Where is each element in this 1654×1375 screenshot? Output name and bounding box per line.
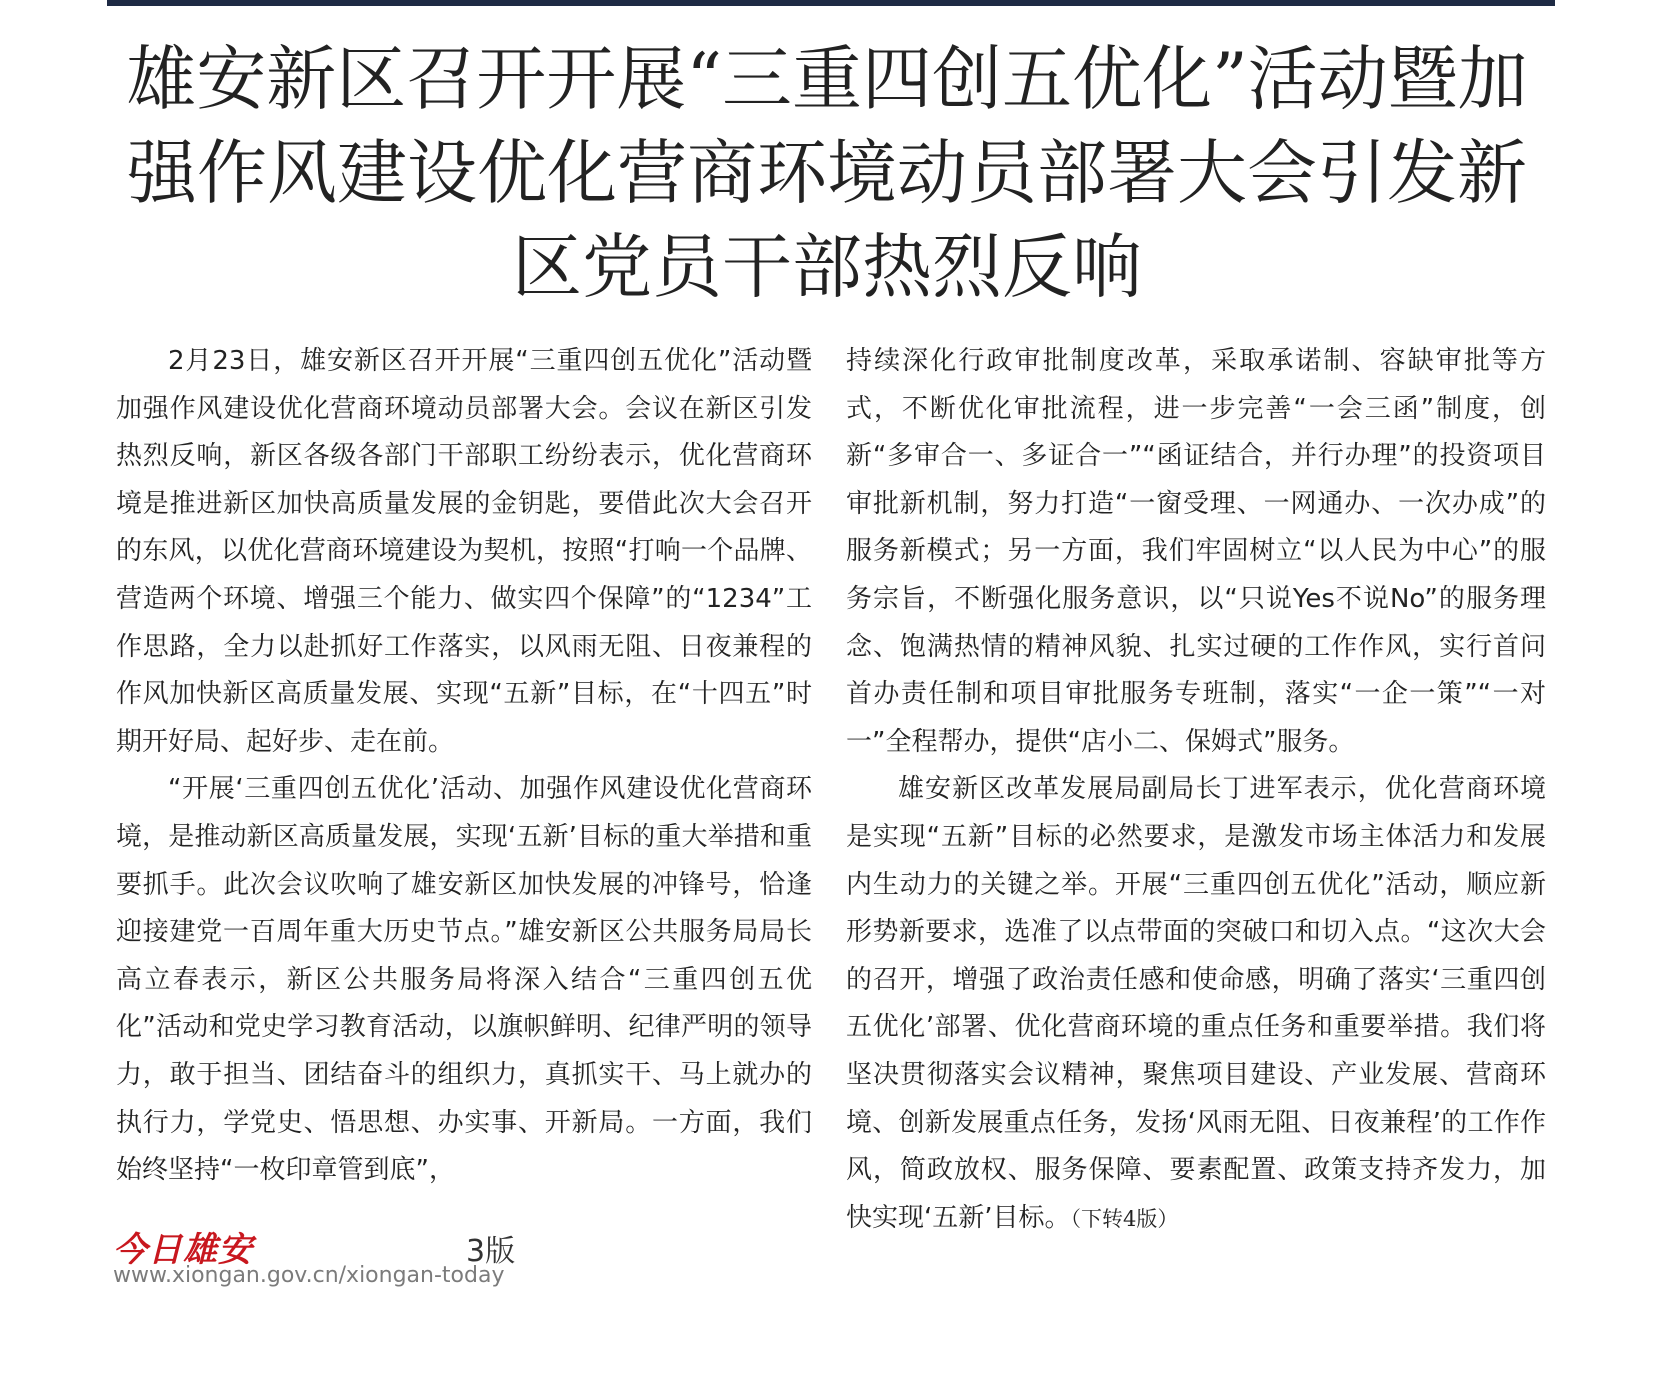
- article-paragraph: 持续深化行政审批制度改革，采取承诺制、容缺审批等方式，不断优化审批流程，进一步完善“一会三函”制度，创新“多审合一、多证合一”“函证结合，并行办理”的投资项目审批新机制，努力打造“一窗受理、一网通办、一次办成”的服务新模式；另一方面，我们牢固树立“以人民为中心”的服务宗旨，不断强化服务意识，以“只说Yes不说No”的服务理念、饱满热情的精神风貌、扎实过硬的工作作风，实行首问首办责任制和项目审批服务专班制，落实“一企一策”“一对一”全程帮办，提供“店小二、保姆式”服务。: [846, 346, 1546, 757]
- page-number: 3版: [466, 1234, 516, 1269]
- article-column-left: [116, 338, 812, 1195]
- article-column-right: [846, 338, 1546, 1243]
- newspaper-logo: 今日雄安: [113, 1230, 253, 1270]
- article-paragraph: [846, 766, 1546, 1243]
- article-paragraph-text: 雄安新区改革发展局副局长丁进军表示，优化营商环境是实现“五新”目标的必然要求，是激发市场主体活力和发展内生动力的关键之举。开展“三重四创五优化”活动，顺应新形势新要求，选准了以点带面的突破口和切入点。“这次大会的召开，增强了政治责任感和使命感，明确了落实‘三重四创五优化’部署、优化营商环境的重点任务和重要举措。我们将坚决贯彻落实会议精神，聚焦项目建设、产业发展、营商环境、创新发展重点任务，发扬‘风雨无阻、日夜兼程’的工作作风，简政放权、服务保障、要素配置、政策支持齐发力，加快实现‘五新’目标。: [846, 774, 1546, 1233]
- article-paragraph: “开展‘三重四创五优化’活动、加强作风建设优化营商环境，是推动新区高质量发展，实现‘五新’目标的重大举措和重要抓手。此次会议吹响了雄安新区加快发展的冲锋号，恰逢迎接建党一百周年重大历史节点。”雄安新区公共服务局局长高立春表示，新区公共服务局将深入结合“三重四创五优化”活动和党史学习教育活动，以旗帜鲜明、纪律严明的领导力，敢于担当、团结奋斗的组织力，真抓实干、马上就办的执行力，学党史、悟思想、办实事、开新局。一方面，我们始终坚持“一枚印章管到底”，: [116, 774, 812, 1186]
- article-paragraph: 2月23日，雄安新区召开开展“三重四创五优化”活动暨加强作风建设优化营商环境动员部署大会。会议在新区引发热烈反响，新区各级各部门干部职工纷纷表示，优化营商环境是推进新区加快高质量发展的金钥匙，要借此次大会召开的东风，以优化营商环境建设为契机，按照“打响一个品牌、营造两个环境、增强三个能力、做实四个保障”的“1234”工作思路，全力以赴抓好工作落实，以风雨无阻、日夜兼程的作风加快新区高质量发展、实现“五新”目标，在“十四五”时期开好局、起好步、走在前。: [116, 346, 812, 757]
- website-url: www.xiongan.gov.cn/xiongan-today: [113, 1263, 505, 1288]
- top-rule: [107, 0, 1555, 6]
- article-headline: 雄安新区召开开展“三重四创五优化”活动暨加强作风建设优化营商环境动员部署大会引发新区党员干部热烈反响: [126, 38, 1528, 308]
- continued-on-note: （下转4版）: [1070, 1206, 1179, 1231]
